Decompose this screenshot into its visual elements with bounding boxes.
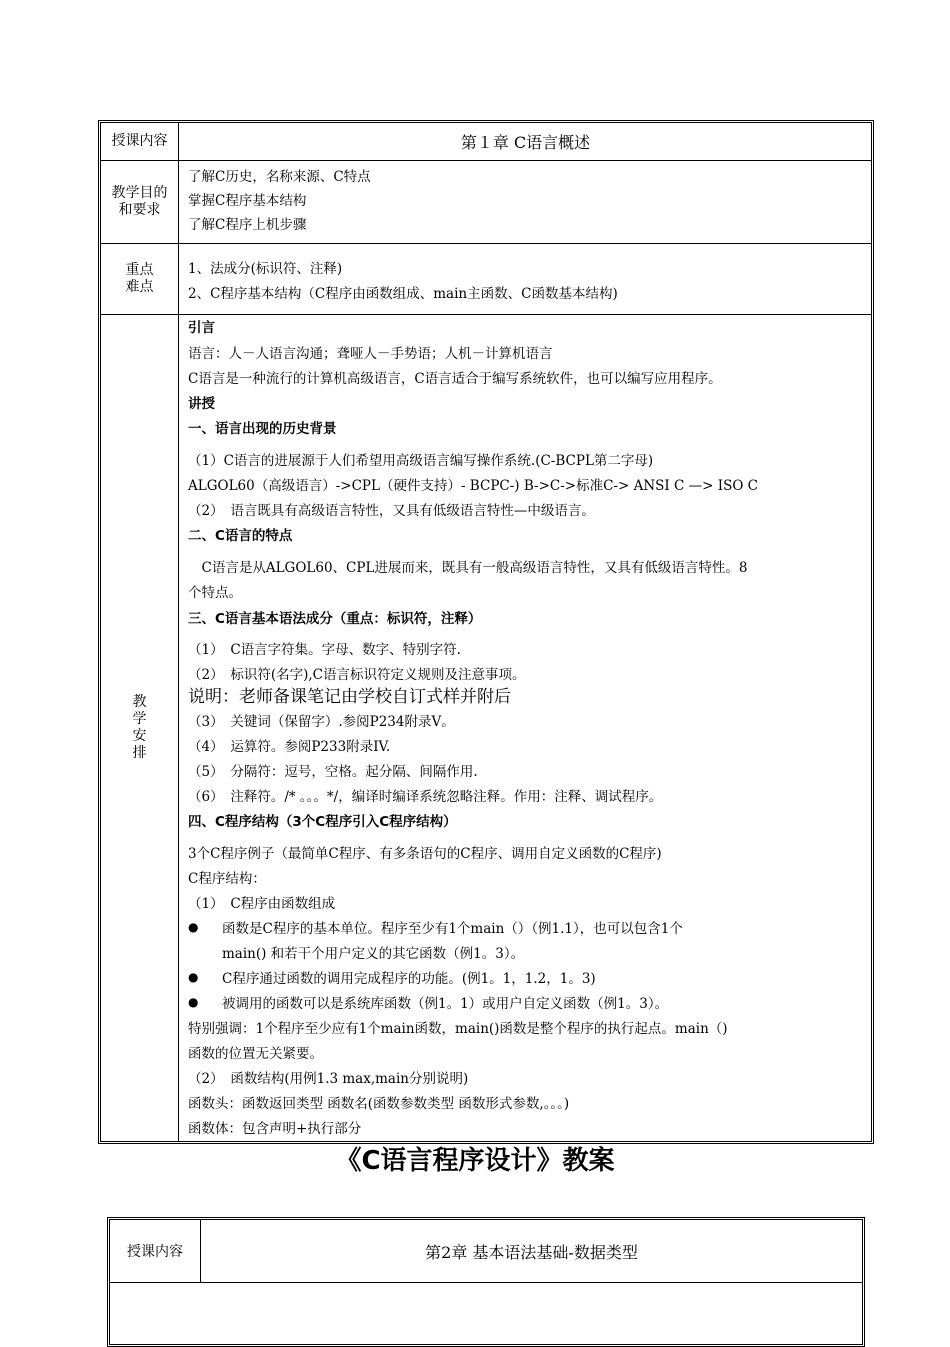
list-item: （1） C语言字符集。字母、数字、特别字符. bbox=[188, 642, 461, 658]
text-line: 语言：人－人语言沟通；聋哑人－手势语；人机－计算机语言 bbox=[188, 346, 553, 362]
chapter-title: 第１章 C语言概述 bbox=[460, 133, 591, 152]
bullet-text: C程序通过函数的调用完成程序的功能。(例1。1，1.2，1。3) bbox=[222, 971, 596, 987]
label-teaching-content: 授课内容 bbox=[101, 123, 179, 160]
label-key-points: 重点 难点 bbox=[101, 244, 179, 314]
objective-line: 掌握C程序基本结构 bbox=[188, 193, 307, 209]
section-heading: 四、C程序结构（3个C程序引入C程序结构） bbox=[188, 814, 457, 830]
list-item: （3） 关键词（保留字）.参阅P234附录V。 bbox=[188, 714, 455, 730]
label-objectives: 教学目的 和要求 bbox=[101, 161, 179, 243]
text-line: 函数体：包含声明+执行部分 bbox=[188, 1121, 362, 1137]
bullet-text: 函数是C程序的基本单位。程序至少有1个main（）（例1.1），也可以包含1个 bbox=[222, 921, 683, 937]
text-line: 个特点。 bbox=[188, 585, 242, 601]
chapter-title: 第2章 基本语法基础-数据类型 bbox=[425, 1242, 638, 1262]
row-teaching-content bbox=[101, 123, 871, 161]
document-title: 《C语言程序设计》教案 bbox=[335, 1146, 615, 1176]
text-line: （1）C语言的进展源于人们希望用高级语言编写操作系统.(C-BCPL第二字母) bbox=[188, 453, 654, 469]
row-objectives bbox=[101, 161, 871, 244]
section-heading: 一、语言出现的历史背景 bbox=[188, 421, 337, 437]
key-point-line: 1、法成分(标识符、注释) bbox=[188, 261, 343, 277]
label-teaching-content: 授课内容 bbox=[110, 1220, 201, 1282]
bullet-icon: ● bbox=[188, 970, 199, 984]
key-point-line: 2、C程序基本结构（C程序由函数组成、main主函数、C函数基本结构) bbox=[188, 286, 618, 302]
label-teaching-arrangement: 教 学 安 排 bbox=[101, 315, 179, 1141]
text-line: C语言是从ALGOL60、CPL进展而来，既具有一般高级语言特性，又具有低级语言特性。8 bbox=[188, 560, 748, 576]
list-item: （5） 分隔符：逗号，空格。起分隔、间隔作用. bbox=[188, 764, 478, 780]
objective-line: 了解C历史，名称来源、C特点 bbox=[188, 169, 371, 185]
lecture-heading: 讲授 bbox=[188, 396, 215, 412]
list-item: （2） 标识符(名字),C语言标识符定义规则及注意事项。 bbox=[188, 667, 526, 683]
lesson-table-chapter2 bbox=[107, 1217, 865, 1347]
text-line: （2） 语言既具有高级语言特性，又具有低级语言特性—中级语言。 bbox=[188, 503, 595, 519]
text-line: （1） C程序由函数组成 bbox=[188, 896, 336, 912]
bullet-text: 被调用的函数可以是系统库函数（例1。1）或用户自定义函数（例1。3）。 bbox=[222, 996, 669, 1012]
intro-heading: 引言 bbox=[188, 320, 215, 336]
text-line: ALGOL60（高级语言）->CPL（硬件支持）- BCPC-) B->C->标准C-> ANSI C —> ISO C bbox=[188, 478, 759, 494]
text-line: 函数头：函数返回类型 函数名(函数参数类型 函数形式参数,。。。) bbox=[188, 1096, 570, 1112]
lesson-table-chapter1 bbox=[98, 120, 874, 1144]
bullet-text: main() 和若干个用户定义的其它函数（例1。3）。 bbox=[222, 946, 525, 962]
text-line: 函数的位置无关紧要。 bbox=[188, 1046, 323, 1062]
list-item: （4） 运算符。参阅P233附录IV. bbox=[188, 739, 391, 755]
text-line: 3个C程序例子（最简单C程序、有多条语句的C程序、调用自定义函数的C程序) bbox=[188, 846, 662, 862]
text-line: C语言是一种流行的计算机高级语言，C语言适合于编写系统软件，也可以编写应用程序。 bbox=[188, 371, 722, 387]
text-line: C程序结构： bbox=[188, 871, 266, 887]
arrangement-content bbox=[180, 315, 871, 1141]
section-heading: 二、C语言的特点 bbox=[188, 528, 293, 544]
objective-line: 了解C程序上机步骤 bbox=[188, 217, 307, 233]
text-line: （2） 函数结构(用例1.3 max,main分别说明) bbox=[188, 1071, 469, 1087]
bullet-icon: ● bbox=[188, 995, 199, 1009]
row-key-points bbox=[101, 244, 871, 315]
text-line: 特别强调：1个程序至少应有1个main函数，main()函数是整个程序的执行起点。main（) bbox=[188, 1021, 728, 1037]
bullet-icon: ● bbox=[188, 920, 199, 934]
row-teaching-arrangement bbox=[101, 315, 871, 1141]
list-item: （6） 注释符。/* 。。。*/，编译时编译系统忽略注释。作用：注释、调试程序。 bbox=[188, 789, 663, 805]
note-line: 说明：老师备课笔记由学校自订式样并附后 bbox=[188, 687, 511, 707]
section-heading: 三、C语言基本语法成分（重点：标识符，注释） bbox=[188, 611, 482, 627]
